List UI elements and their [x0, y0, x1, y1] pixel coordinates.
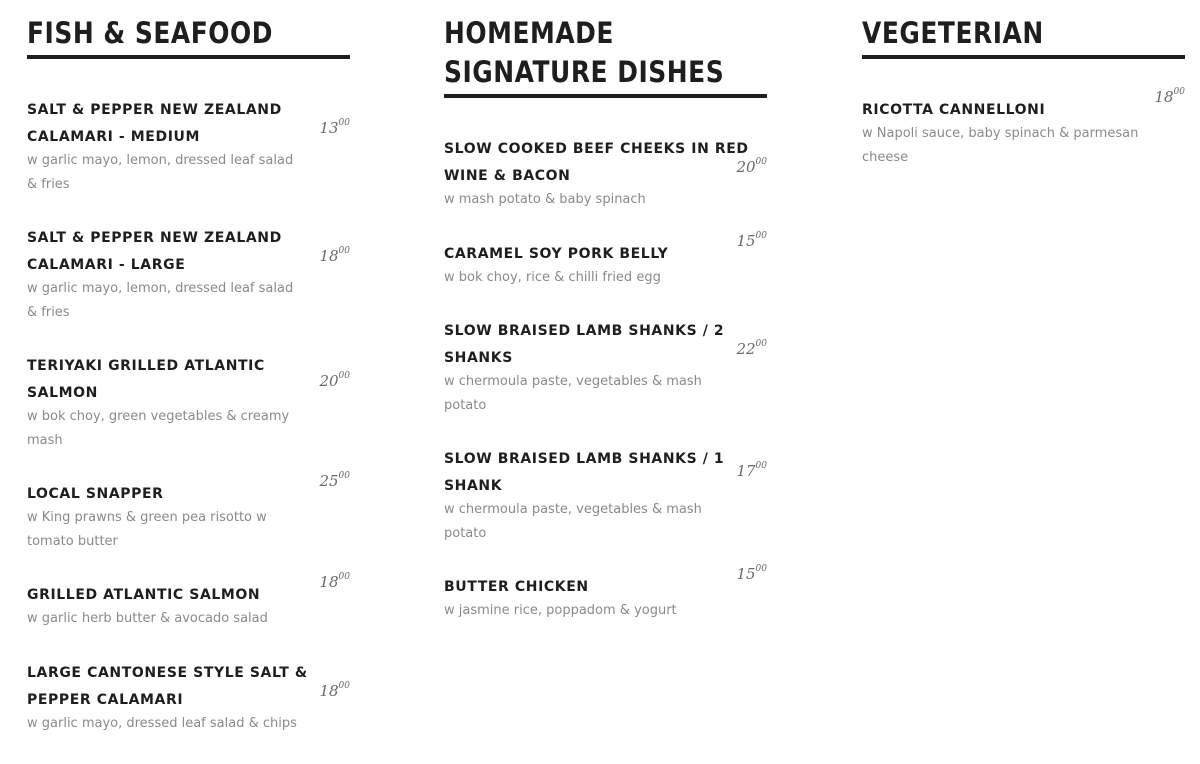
menu-item: [444, 446, 767, 545]
item-name: GRILLED ATLANTIC SALMON: [27, 587, 261, 603]
menu-item: [444, 136, 767, 212]
menu-item: [444, 564, 767, 623]
menu-item: [444, 318, 767, 417]
item-description: w garlic herb butter & avocado salad: [27, 611, 268, 626]
item-description: w garlic mayo, dressed leaf salad & chips: [27, 715, 297, 731]
menu-item: [27, 353, 350, 452]
item-price: $18^{00}$: [1154, 87, 1185, 106]
item-price: $25^{00}$: [319, 471, 350, 490]
section-divider: [862, 55, 1185, 59]
item-name: CARAMEL SOY PORK BELLY: [444, 245, 669, 262]
section-divider: [444, 94, 767, 98]
item-name: BUTTER CHICKEN: [444, 579, 589, 595]
item-name: SLOW BRAISED LAMB SHANKS / 1 SHANK: [444, 451, 725, 494]
item-price: $18^{00}$: [319, 572, 350, 591]
section-divider: [27, 55, 350, 59]
item-name: LOCAL SNAPPER: [27, 486, 164, 502]
item-price: $15^{00}$: [736, 564, 767, 583]
item-name: SLOW BRAISED LAMB SHANKS / 2 SHANKS: [444, 323, 725, 366]
item-name: RICOTTA CANNELLONI: [862, 102, 1046, 118]
item-price: $17^{00}$: [736, 461, 767, 480]
item-price: $20^{00}$: [736, 157, 767, 176]
item-price: $13^{00}$: [319, 118, 350, 137]
item-price: $20^{00}$: [319, 371, 350, 390]
menu-item: [444, 230, 767, 290]
menu-item: [862, 87, 1185, 169]
item-description: w bok choy, green vegetables & creamy mash: [27, 409, 290, 448]
section-homemade-signature-dishes: [444, 0, 767, 652]
item-description: w chermoula paste, vegetables & mash potato: [444, 502, 702, 541]
section-title: FISH & SEAFOOD: [27, 16, 273, 50]
section-title: HOMEMADE SIGNATURE DISHES: [444, 16, 725, 89]
section-fish-seafood: [27, 0, 350, 764]
item-description: w garlic mayo, lemon, dressed leaf salad & fries: [27, 281, 294, 320]
item-price: $22^{00}$: [736, 339, 767, 358]
item-name: SALT & PEPPER NEW ZEALAND CALAMARI - MEDIUM: [27, 102, 282, 145]
menu-item: [27, 225, 350, 324]
item-name: SLOW COOKED BEEF CHEEKS IN RED WINE & BACON: [444, 141, 749, 184]
item-description: w jasmine rice, poppadom & yogurt: [444, 603, 677, 618]
menu-item: [27, 97, 350, 196]
item-description: w chermoula paste, vegetables & mash potato: [444, 374, 702, 413]
item-price: $18^{00}$: [319, 246, 350, 265]
item-description: w mash potato & baby spinach: [444, 192, 646, 207]
section-title: VEGETERIAN: [862, 16, 1044, 50]
menu-item: [27, 572, 350, 631]
item-description: w King prawns & green pea risotto w tomato butter: [27, 510, 267, 549]
item-price: $18^{00}$: [319, 680, 350, 700]
item-description: w Napoli sauce, baby spinach & parmesan cheese: [862, 126, 1139, 165]
item-name: SALT & PEPPER NEW ZEALAND CALAMARI - LARGE: [27, 230, 282, 273]
menu-item: [27, 660, 350, 736]
item-name: TERIYAKI GRILLED ATLANTIC SALMON: [27, 358, 265, 401]
section-vegeterian: [862, 0, 1185, 198]
item-description: w bok choy, rice & chilli fried egg: [444, 269, 661, 285]
menu-item: [27, 471, 350, 553]
item-price: $15^{00}$: [736, 230, 767, 250]
item-description: w garlic mayo, lemon, dressed leaf salad & fries: [27, 153, 294, 192]
item-name: LARGE CANTONESE STYLE SALT & PEPPER CALAMARI: [27, 664, 308, 708]
